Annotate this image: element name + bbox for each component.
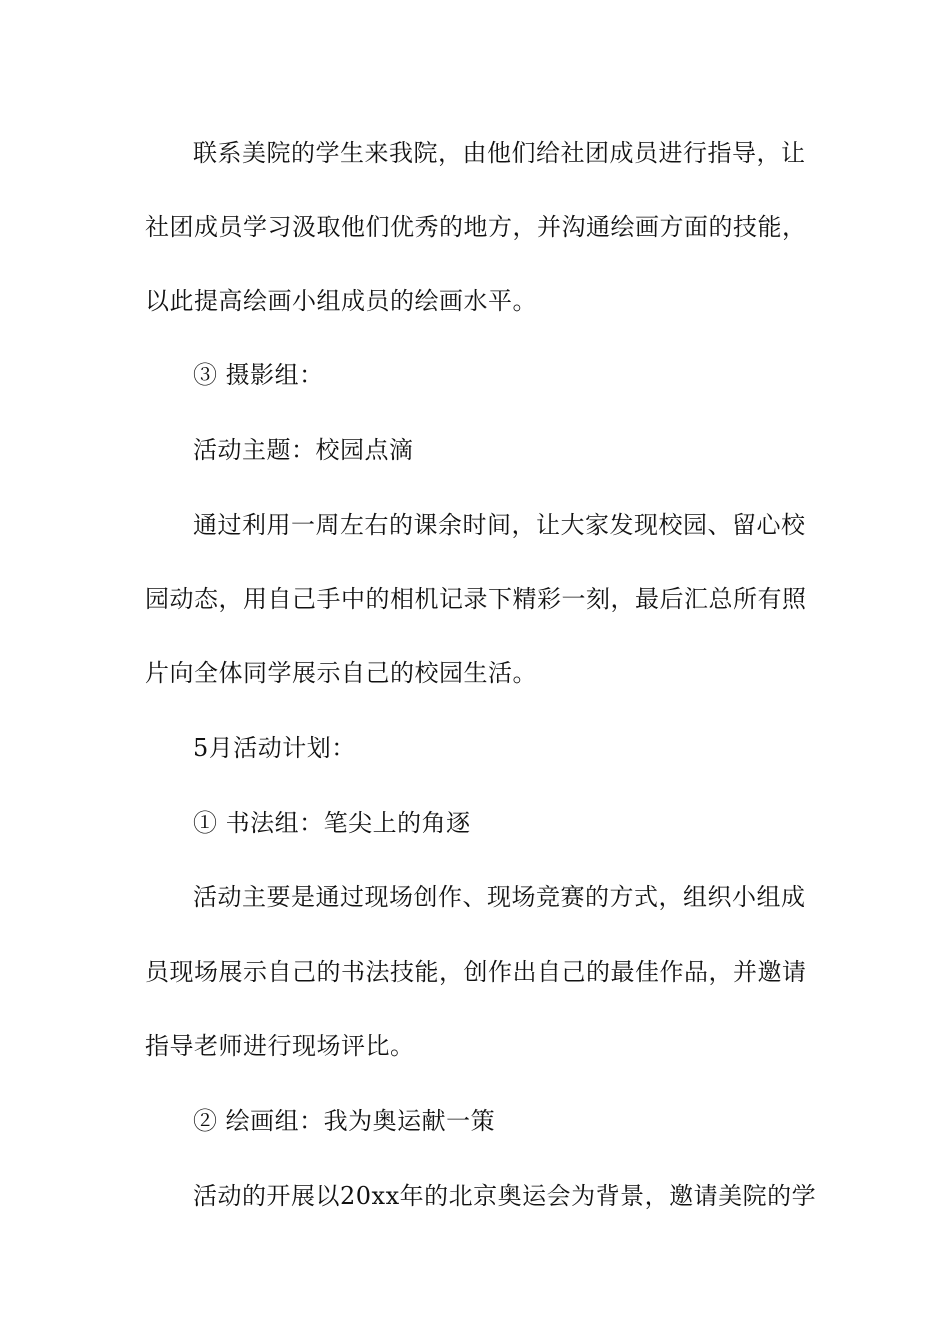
paragraph-line: 联系美院的学生来我院，由他们给社团成员进行指导，让 (193, 139, 806, 167)
paragraph-line: 以此提高绘画小组成员的绘画水平。 (145, 287, 537, 315)
paragraph-line: 员现场展示自己的书法技能，创作出自己的最佳作品，并邀请 (145, 958, 807, 986)
section-heading: ① 书法组：笔尖上的角逐 (193, 809, 471, 837)
paragraph-line: 社团成员学习汲取他们优秀的地方，并沟通绘画方面的技能， (145, 213, 807, 241)
paragraph-line: 通过利用一周左右的课余时间，让大家发现校园、留心校 (193, 511, 806, 539)
paragraph-line: 活动的开展以20xx年的北京奥运会为背景，邀请美院的学 (193, 1182, 817, 1210)
paragraph-line: 片向全体同学展示自己的校园生活。 (145, 659, 537, 687)
paragraph-line: 园动态，用自己手中的相机记录下精彩一刻，最后汇总所有照 (145, 585, 807, 613)
section-heading: ② 绘画组：我为奥运献一策 (193, 1107, 496, 1135)
activity-theme: 活动主题：校园点滴 (193, 436, 414, 464)
section-heading: 5月活动计划： (193, 734, 356, 762)
paragraph-line: 活动主要是通过现场创作、现场竞赛的方式，组织小组成 (193, 883, 806, 911)
paragraph-line: 指导老师进行现场评比。 (145, 1032, 415, 1060)
section-heading: ③ 摄影组： (193, 361, 324, 389)
